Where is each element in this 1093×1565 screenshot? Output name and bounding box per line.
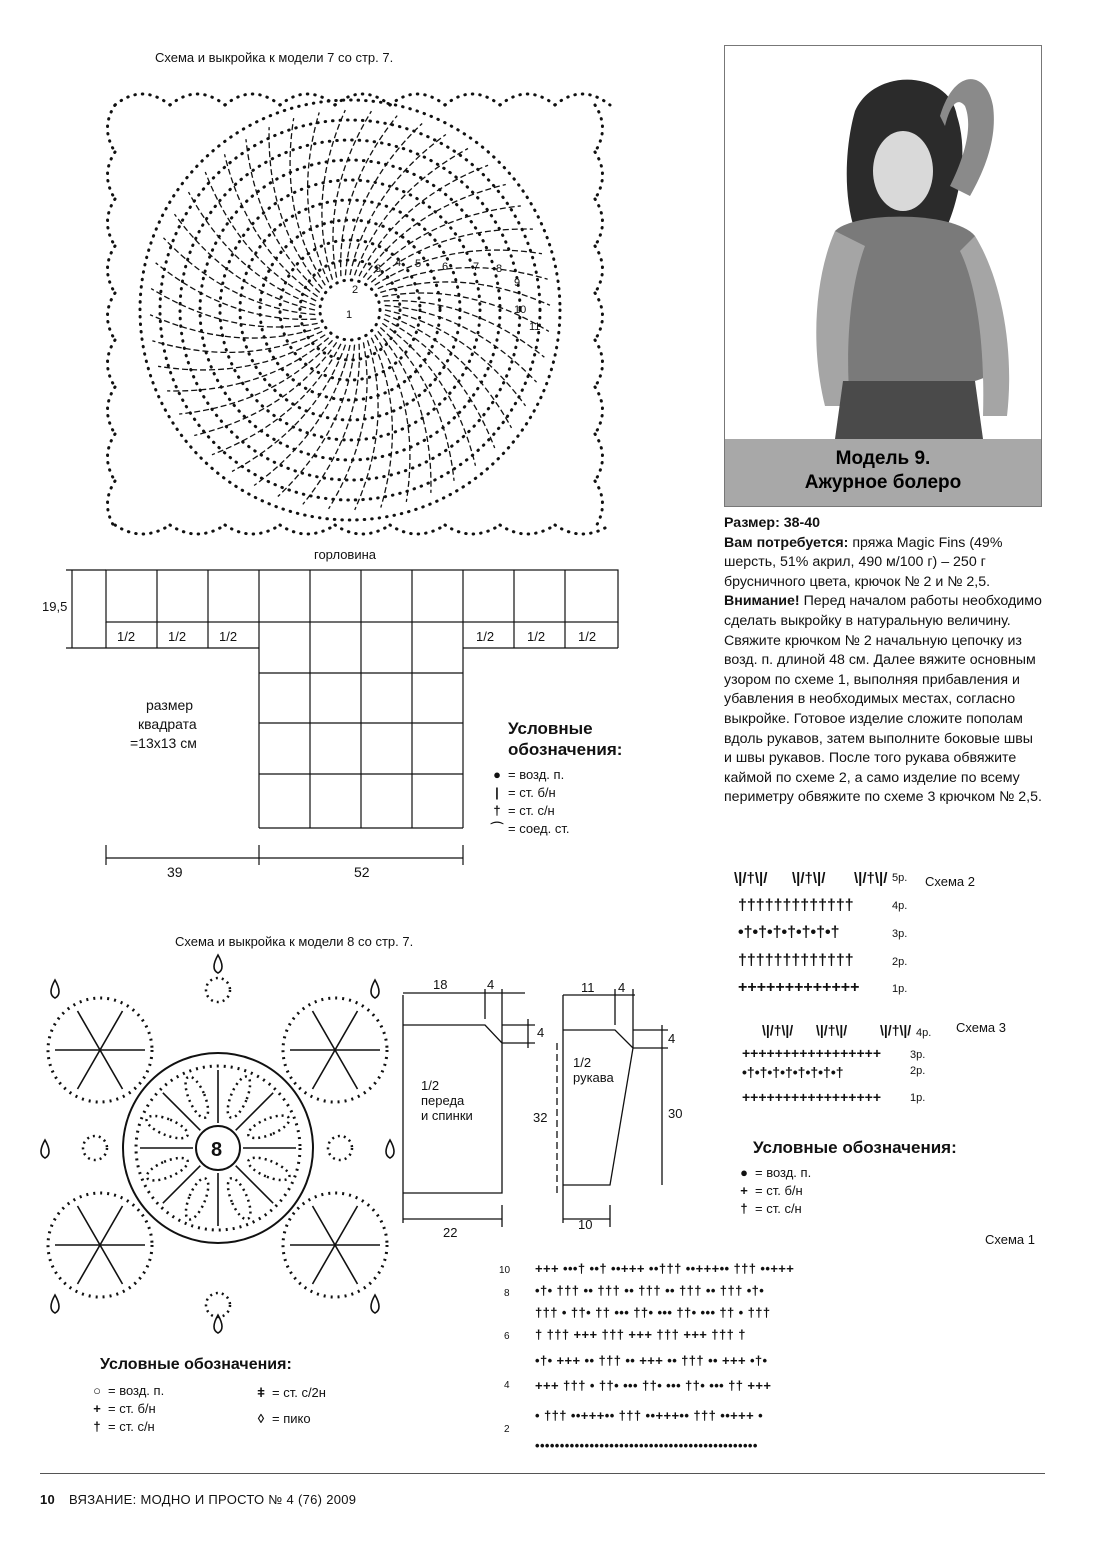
row-number: 11	[529, 321, 541, 333]
svg-text:рукава: рукава	[573, 1070, 614, 1085]
model9-legend-items	[733, 1164, 811, 1218]
svg-text:†††††††††††††: †††††††††††††	[738, 897, 854, 914]
svg-text:32: 32	[533, 1110, 548, 1125]
row-number: 2	[352, 284, 359, 296]
svg-text:+++ ††† • ††• ••• ††• ••• ††•: +++ ††† • ††• ••• ††• ••• ††• ••• †† +++	[535, 1378, 772, 1393]
scheme1-title: Схема 1	[985, 1232, 1035, 1247]
chain-stitch-icon: ○	[93, 1383, 101, 1398]
instructions: Свяжите крючком № 2 начальную цепочку из возд. п. длиной 48 см. Далее вяжите основным узором по схеме 1, выполняя прибавления и убавления в необходимых местах, согласно выкройке. Готовое изделие сложите пополам вдоль рукавов, затем выполните боковые швы и швы рукавов. После того рукава обвяжите каймой по схеме 2, а само изделие по всему периметру обвяжите по схеме 3 крючком № 2,5.	[724, 632, 1042, 806]
model7-legend	[508, 718, 622, 760]
width-left-label: 39	[167, 864, 183, 880]
legend-item: ◊ = пико	[250, 1406, 326, 1432]
half-label: 1/2	[527, 629, 546, 644]
motif-number: 8	[211, 1139, 223, 1161]
svg-text:† ††† +++ ††† +++ ††† ++: † ††† +++ ††† +++ ††† +++ ††† †	[535, 1327, 746, 1342]
legend-item: ● = возд. п.	[733, 1164, 811, 1182]
row-number: 5	[415, 258, 422, 270]
model9-description: Размер: 38-40 Вам потребуется: пряжа Magic Fins (49% шерсть, 51% акрил, 490 м/100 г) – 250 г брусничного цвета, крючок № 2 и № 2,5. Внимание! Перед началом работы необходимо сделать выкройку в натуральную величину. Свяжите крючком № 2 начальную цепочку из возд. п. длиной 48 см. Далее вяжите основным узором по схеме 1, выполняя прибавления и убавления в необходимых местах, согласно выкройке. Готовое изделие сложите пополам вдоль рукавов, затем выполните боковые швы и швы рукавов. После того рукава обвяжите каймой по схеме 2, а само изделие по всему периметру обвяжите по схеме 3 крючком № 2,5.	[724, 514, 1044, 808]
row-number: 1	[346, 309, 353, 321]
svg-text:4: 4	[487, 977, 495, 992]
svg-text:4: 4	[537, 1025, 545, 1040]
svg-text:и спинки: и спинки	[421, 1108, 473, 1123]
single-crochet-icon: |	[495, 785, 499, 800]
single-crochet-icon: +	[93, 1401, 101, 1416]
svg-text:1р.: 1р.	[910, 1092, 926, 1104]
scheme2-title: Схема 2	[925, 874, 975, 889]
row-number: 9	[514, 277, 521, 289]
picot-icon: ◊	[257, 1411, 265, 1426]
svg-text:3р.: 3р.	[910, 1049, 926, 1061]
svg-text:4: 4	[504, 1380, 510, 1391]
model8-legend-right	[250, 1380, 326, 1432]
svg-text:1р.: 1р.	[892, 983, 908, 995]
half-label: 1/2	[117, 629, 136, 644]
svg-text:\|/†\|/: \|/†\|/	[734, 870, 768, 887]
svg-text:4р.: 4р.	[892, 900, 908, 912]
svg-text:†††††††††††††: †††††††††††††	[738, 952, 854, 969]
double-crochet-icon: †	[493, 803, 501, 818]
svg-text:3р.: 3р.	[892, 928, 908, 940]
svg-text:2р.: 2р.	[892, 956, 908, 968]
model8-legend-left	[86, 1382, 164, 1436]
svg-text:10: 10	[499, 1265, 511, 1276]
half-label: 1/2	[578, 629, 597, 644]
page-number: 10	[40, 1492, 56, 1507]
half-label: 1/2	[476, 629, 495, 644]
row-number: 6	[442, 261, 449, 273]
svg-text:•†• +++ •• ††† •• +++ •• ††† •: •†• +++ •• ††† •• +++ •• ††† •• +++ •†•	[535, 1353, 768, 1368]
half-label: 1/2	[219, 629, 238, 644]
model9-legend-title: Условные обозначения:	[753, 1138, 957, 1157]
svg-text:30: 30	[668, 1106, 683, 1121]
model-subtitle: Ажурное болеро	[804, 472, 962, 493]
legend-item: ǂ = ст. с/2н	[250, 1380, 326, 1406]
model-photo-illustration	[725, 46, 1041, 439]
model7-caption: Схема и выкройка к модели 7 со стр. 7.	[155, 50, 394, 65]
treble-crochet-icon: ǂ	[257, 1385, 265, 1400]
legend-item: ● = возд. п.	[486, 766, 569, 784]
model9-title-band	[725, 439, 1041, 506]
svg-text:\|/†\|/: \|/†\|/	[880, 1022, 912, 1038]
row-number: 3	[375, 263, 382, 275]
svg-text:5р.: 5р.	[892, 872, 908, 884]
legend-item: ○ = возд. п.	[86, 1382, 164, 1400]
slip-stitch-icon: ⌒	[490, 821, 504, 836]
svg-text:10: 10	[578, 1217, 593, 1232]
half-label: 1/2	[168, 629, 187, 644]
scheme3-title: Схема 3	[956, 1020, 1006, 1035]
row-number: 4	[395, 257, 402, 269]
svg-text:6: 6	[504, 1331, 510, 1342]
model8-legend-title: Условные обозначения:	[100, 1356, 292, 1373]
svg-text:2: 2	[504, 1424, 510, 1435]
svg-text:••••••••••••••••••••••••••••••: •••••••••••••••••••••••••••••••••••••••••••••	[535, 1438, 758, 1453]
svg-text:4р.: 4р.	[916, 1027, 932, 1039]
legend-title: обозначения:	[508, 740, 623, 759]
footer	[40, 1492, 356, 1507]
square-size-label: квадрата	[138, 716, 197, 732]
legend-item: + = ст. б/н	[733, 1182, 811, 1200]
legend-item: + = ст. б/н	[86, 1400, 164, 1418]
svg-text:+++++++++++++: +++++++++++++	[738, 979, 860, 996]
svg-text:4: 4	[618, 980, 626, 995]
model8-caption: Схема и выкройка к модели 8 со стр. 7.	[175, 934, 414, 949]
svg-text:\|/†\|/: \|/†\|/	[816, 1022, 848, 1038]
footer-rule	[40, 1473, 1045, 1474]
magazine-title: ВЯЗАНИЕ: МОДНО И ПРОСТО № 4 (76) 2009	[68, 1492, 357, 1507]
legend-item: ⌒ = соед. ст.	[486, 820, 569, 838]
row-number: 8	[496, 263, 503, 275]
double-crochet-icon: †	[93, 1419, 101, 1434]
width-right-label: 52	[354, 864, 370, 880]
model7-motif-diagram	[105, 65, 615, 545]
chain-stitch-icon: ●	[740, 1165, 748, 1180]
legend-item: † = ст. с/н	[86, 1418, 164, 1436]
svg-text:22: 22	[443, 1225, 458, 1240]
model8-motif-diagram	[35, 960, 395, 1330]
svg-text:переда: переда	[421, 1093, 465, 1108]
legend-item: | = ст. б/н	[486, 784, 569, 802]
neckline-label: горловина	[314, 547, 377, 562]
svg-text:18: 18	[433, 977, 448, 992]
legend-item: † = ст. с/н	[733, 1200, 811, 1218]
svg-text:11: 11	[581, 980, 595, 995]
legend-item: † = ст. с/н	[486, 802, 569, 820]
svg-text:•†•†•†•†•†•†•†•†: •†•†•†•†•†•†•†•†	[742, 1064, 844, 1080]
svg-text:2р.: 2р.	[910, 1065, 926, 1077]
model-title: Модель 9.	[835, 448, 931, 469]
svg-text:+++ •••† ••† ••+++ ••††† ••+++: +++ •••† ••† ••+++ ••††† ••+++•• ††† ••+++	[535, 1261, 795, 1276]
scheme2-scheme3-diagrams	[730, 865, 1030, 1115]
svg-text:\|/†\|/: \|/†\|/	[762, 1022, 794, 1038]
square-size-label: размер	[146, 697, 194, 713]
svg-text:• ††† ••+++•• ††† ••+++•• †††: • ††† ••+++•• ††† ••+++•• ††† ••+++ •	[535, 1408, 764, 1423]
chain-stitch-icon: ●	[493, 767, 501, 782]
svg-text:8: 8	[504, 1288, 510, 1299]
square-size-label: =13x13 см	[130, 735, 197, 751]
height-label: 19,5	[42, 599, 68, 614]
model8-pattern-pieces	[385, 975, 695, 1245]
row-number: 7	[473, 261, 480, 273]
svg-text:\|/†\|/: \|/†\|/	[792, 870, 826, 887]
svg-text:+++++++++++++++++: +++++++++++++++++	[742, 1089, 881, 1105]
legend-title: Условные	[508, 719, 593, 738]
model7-legend-items	[486, 766, 569, 838]
svg-text:1/2: 1/2	[421, 1078, 440, 1093]
double-crochet-icon: †	[740, 1201, 748, 1216]
svg-text:•†• ††† •• ††† •• ††† •• †††: •†• ††† •• ††† •• ††† •• ††† •• ††† •†•	[535, 1283, 765, 1298]
svg-text:\|/†\|/: \|/†\|/	[854, 870, 888, 887]
svg-text:+++++++++++++++++: +++++++++++++++++	[742, 1045, 881, 1061]
svg-text:•†•†•†•†•†•†•†: •†•†•†•†•†•†•†	[738, 924, 840, 941]
svg-text:4: 4	[668, 1031, 676, 1046]
row-number: 10	[514, 304, 527, 316]
svg-text:1/2: 1/2	[573, 1055, 592, 1070]
scheme1-diagram	[495, 1255, 1045, 1470]
svg-text:††† • ††• †† ••• ††• ••• ††• •: ††† • ††• †† ••• ††• ••• ††• ••• †† • †††	[535, 1305, 771, 1320]
model9-photo-frame	[724, 45, 1042, 507]
single-crochet-icon: +	[740, 1183, 748, 1198]
